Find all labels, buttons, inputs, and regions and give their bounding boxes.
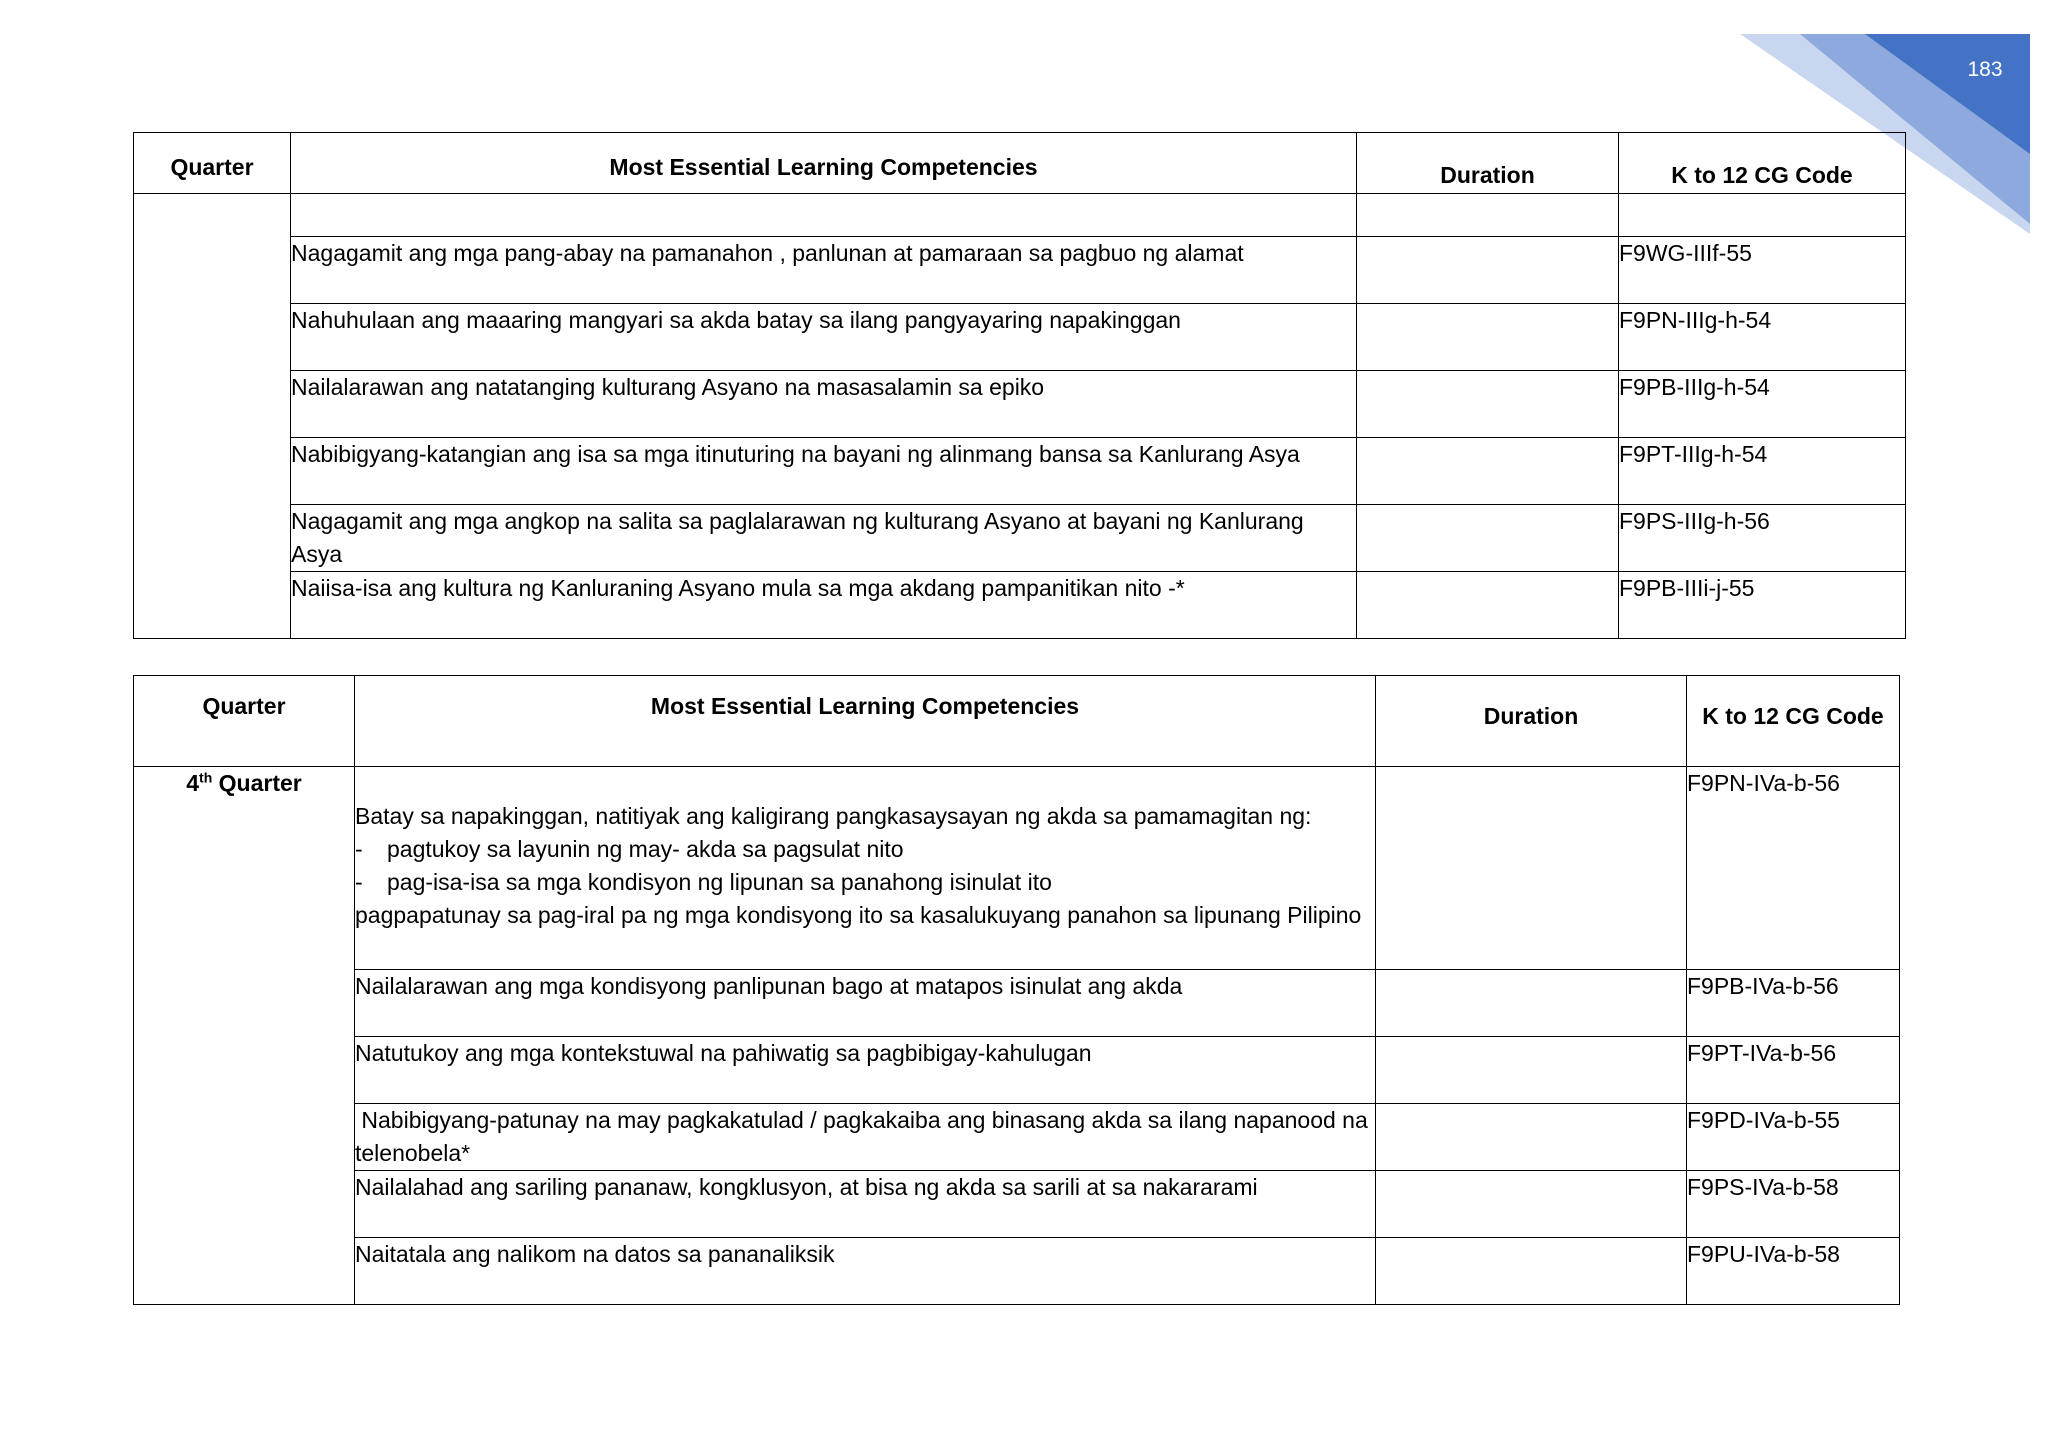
- duration-cell: [1376, 1037, 1687, 1104]
- table-row: [134, 970, 1900, 1037]
- code-cell: F9PU-IVa-b-58: [1687, 1238, 1900, 1305]
- code-cell: F9PN-IVa-b-56: [1687, 767, 1900, 970]
- bullet-dash: -: [355, 836, 363, 862]
- code-cell: F9WG-IIIf-55: [1619, 237, 1906, 304]
- table-row: [134, 1238, 1900, 1305]
- competency-cell: Nailalarawan ang mga kondisyong panlipunan bago at matapos isinulat ang akda: [355, 970, 1376, 1037]
- competency-cell: Nabibigyang-patunay na may pagkakatulad / pagkakaiba ang binasang akda sa ilang napanood na telenobela*: [355, 1104, 1376, 1171]
- table-row: [134, 304, 1906, 371]
- competency-cell: Nagagamit ang mga pang-abay na pamanahon , panlunan at pamaraan sa pagbuo ng alamat: [291, 237, 1357, 304]
- duration-cell: [1376, 767, 1687, 970]
- header-duration: Duration: [1376, 676, 1687, 767]
- code-cell: F9PS-IVa-b-58: [1687, 1171, 1900, 1238]
- header-code: K to 12 CG Code: [1619, 133, 1906, 194]
- table-row: [134, 237, 1906, 304]
- competency-cell: [291, 194, 1357, 237]
- table-row: [134, 505, 1906, 572]
- table-row: [134, 1037, 1900, 1104]
- header-quarter: Quarter: [134, 133, 291, 194]
- competency-cell: Nabibigyang-katangian ang isa sa mga itinuturing na bayani ng alinmang bansa sa Kanlurang Asya: [291, 438, 1357, 505]
- table-row: [134, 1104, 1900, 1171]
- competency-intro: Batay sa napakinggan, natitiyak ang kaligirang pangkasaysayan ng akda sa pamamagitan ng:: [355, 803, 1312, 829]
- header-quarter: Quarter: [134, 676, 355, 767]
- table-header-row: [134, 676, 1900, 767]
- bullet-item: [355, 866, 1375, 899]
- quarter-suffix: th: [199, 769, 213, 786]
- quarter-cell: [134, 194, 291, 639]
- duration-cell: [1376, 1238, 1687, 1305]
- header-code: K to 12 CG Code: [1687, 676, 1900, 767]
- table-row: [134, 371, 1906, 438]
- competency-cell: Naitatala ang nalikom na datos sa pananaliksik: [355, 1238, 1376, 1305]
- header-duration: Duration: [1357, 133, 1619, 194]
- competency-cell: Nagagamit ang mga angkop na salita sa paglalarawan ng kulturang Asyano at bayani ng Kanlurang Asya: [291, 505, 1357, 572]
- duration-cell: [1376, 1171, 1687, 1238]
- duration-cell: [1357, 505, 1619, 572]
- bullet-text: pag-isa-isa sa mga kondisyon ng lipunan sa panahong isinulat ito: [387, 869, 1052, 895]
- quarter-cell: [134, 767, 355, 1305]
- competency-outro: pagpapatunay sa pag-iral pa ng mga kondisyong ito sa kasalukuyang panahon sa lipunang Pilipino: [355, 902, 1362, 928]
- competency-cell: Nahuhulaan ang maaaring mangyari sa akda batay sa ilang pangyayaring napakinggan: [291, 304, 1357, 371]
- code-cell: F9PB-IIIi-j-55: [1619, 572, 1906, 639]
- competency-cell: Natutukoy ang mga kontekstuwal na pahiwatig sa pagbibigay-kahulugan: [355, 1037, 1376, 1104]
- table-row: [134, 767, 1900, 970]
- table-row-empty: [134, 194, 1906, 237]
- code-cell: F9PN-IIIg-h-54: [1619, 304, 1906, 371]
- duration-cell: [1357, 237, 1619, 304]
- table-row: [134, 1171, 1900, 1238]
- code-cell: F9PB-IIIg-h-54: [1619, 371, 1906, 438]
- table-header-row: [134, 133, 1906, 194]
- table-row: [134, 438, 1906, 505]
- duration-cell: [1376, 1104, 1687, 1171]
- code-cell: F9PB-IVa-b-56: [1687, 970, 1900, 1037]
- code-cell: F9PD-IVa-b-55: [1687, 1104, 1900, 1171]
- duration-cell: [1376, 970, 1687, 1037]
- quarter-number: 4: [186, 770, 200, 796]
- duration-cell: [1357, 371, 1619, 438]
- duration-cell: [1357, 304, 1619, 371]
- duration-cell: [1357, 438, 1619, 505]
- header-competencies: Most Essential Learning Competencies: [291, 133, 1357, 194]
- competency-cell: Naiisa-isa ang kultura ng Kanluraning Asyano mula sa mga akdang pampanitikan nito -*: [291, 572, 1357, 639]
- competency-cell: Nailalahad ang sariling pananaw, kongklusyon, at bisa ng akda sa sarili at sa nakararami: [355, 1171, 1376, 1238]
- bullet-text: pagtukoy sa layunin ng may- akda sa pagsulat nito: [387, 836, 904, 862]
- code-cell: F9PS-IIIg-h-56: [1619, 505, 1906, 572]
- code-cell: F9PT-IIIg-h-54: [1619, 438, 1906, 505]
- competencies-table-q4: [133, 675, 1900, 1305]
- table-row: [134, 572, 1906, 639]
- code-cell: F9PT-IVa-b-56: [1687, 1037, 1900, 1104]
- bullet-dash: -: [355, 869, 363, 895]
- bullet-item: [355, 833, 1375, 866]
- duration-cell: [1357, 572, 1619, 639]
- page-number: 183: [1967, 58, 2003, 81]
- code-cell: [1619, 194, 1906, 237]
- header-competencies: Most Essential Learning Competencies: [355, 676, 1376, 767]
- duration-cell: [1357, 194, 1619, 237]
- competency-cell: Nailalarawan ang natatanging kulturang Asyano na masasalamin sa epiko: [291, 371, 1357, 438]
- quarter-word: Quarter: [212, 770, 302, 796]
- competency-cell: [355, 767, 1376, 970]
- competencies-table-q3: [133, 132, 1906, 639]
